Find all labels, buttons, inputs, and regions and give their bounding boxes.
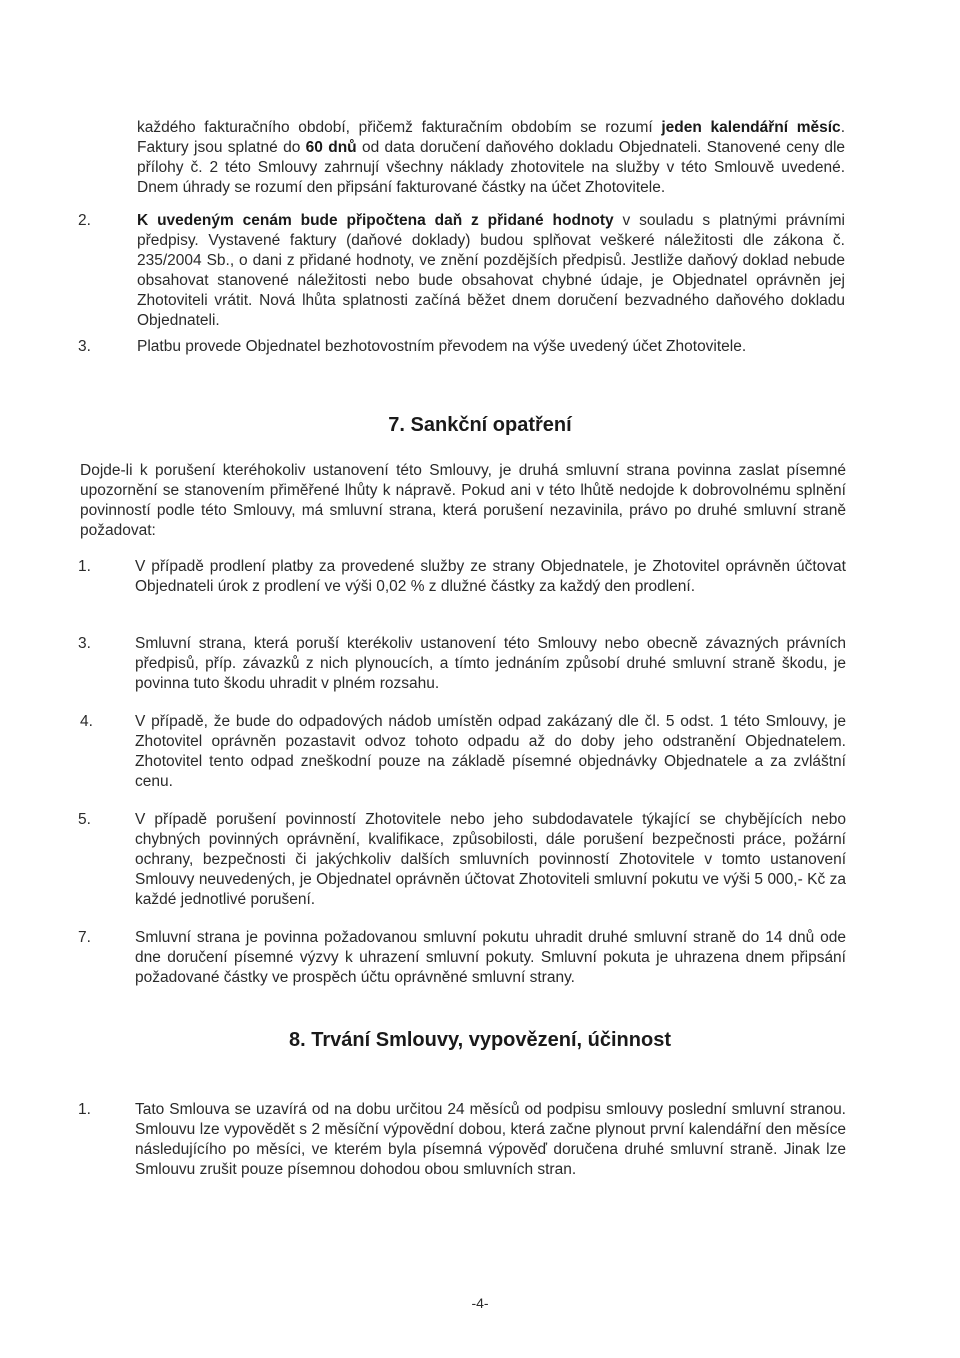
section-8-heading: 8. Trvání Smlouvy, vypovězení, účinnost [289, 1029, 671, 1051]
payment-method-paragraph: Platbu provede Objednatel bezhotovostním převodem na výše uvedený účet Zhotovitele. [137, 338, 747, 355]
item-number: 4. [80, 713, 93, 730]
item-number: 7. [78, 929, 91, 946]
item-number: 3. [78, 338, 91, 355]
billing-period-emphasis: jeden kalendářní měsíc [661, 119, 841, 136]
item-number: 5. [78, 811, 91, 828]
damages-item: Smluvní strana, která poruší kterékoliv ustanovení této Smlouvy nebo obecně závazných právních předpisů, příp. závazků z nich plynoucích, a tímto jednáním způsobí druhé smluvní straně škodu, je povinna tuto škodu uhradit v plném rozsahu. [135, 635, 846, 692]
prohibited-waste-item: V případě, že bude do odpadových nádob umístěn odpad zakázaný dle čl. 5 odst. 1 této Smlouvy, je Zhotovitel oprávněn pozastavit odvoz tohoto odpadu až do doby jeho odstranění Objednatelem. Zhotovitel tento odpad zneškodní pouze na základě písemné objednávky Objednatele a za zvláštní cenu. [135, 713, 846, 790]
late-payment-item: V případě prodlení platby za provedené služby ze strany Objednatele, je Zhotovitel oprávněn účtovat Objednateli úrok z prodlení ve výši 0,02 % z dlužné částky za každý den prodlení. [135, 558, 846, 595]
item-number: 3. [78, 635, 91, 652]
due-days-emphasis: 60 dnů [305, 139, 357, 156]
section-7-intro: Dojde-li k porušení kteréhokoliv ustanovení této Smlouvy, je druhá smluvní strana povinna zaslat písemné upozornění se stanovením přiměřené lhůty k nápravě. Pokud ani v této lhůtě nedojde k dobrovolnému splnění povinností podle této Smlouvy, má smluvní strana, která porušení nezavinila, právo po druhé smluvní straně požadovat: [80, 462, 846, 539]
payment-terms-paragraph: každého fakturačního období, přičemž fakturačním obdobím se rozumí jeden kalendářní měsíc. Faktury jsou splatné do 60 dnů od data doručení daňového dokladu Objednateli. Stanovené ceny dle přílohy č. 2 této Smlouvy zahrnují všechny náklady zhotovitele na služby v této Smlouvě uvedené. Dnem úhrady se rozumí den připsání fakturované částky na účet Zhotovitele. [137, 119, 846, 196]
contractor-breach-item: V případě porušení povinností Zhotovitele nebo jeho subdodavatele týkající se chybějících nebo chybných povinných oprávnění, kvalifikace, způsobilosti, dále porušení bezpečnosti práce, požární ochrany, bezpečnosti či jakýchkoliv dalších smluvních povinností Zhotovitele v tomto ustanovení Smlouvy neuvedených, je Objednatel oprávněn účtovat Zhotoviteli smluvní pokutu ve výši 5 000,- Kč za každé jednotlivé porušení. [135, 811, 846, 908]
section-7-heading: 7. Sankční opatření [388, 414, 572, 436]
page-number: -4- [471, 1295, 489, 1311]
vat-emphasis: K uvedeným cenám bude připočtena daň z přidané hodnoty [137, 212, 614, 229]
penalty-payment-item: Smluvní strana je povinna požadovanou smluvní pokutu uhradit druhé smluvní straně do 14 dnů ode dne doručení písemné výzvy k uhrazení smluvní pokuty. Smluvní pokuta je uhrazena dnem připsání požadované částky ve prospěch účtu oprávněné smluvní strany. [135, 929, 846, 986]
item-number: 2. [78, 212, 91, 229]
item-number: 1. [78, 1101, 91, 1118]
item-number: 1. [78, 558, 91, 575]
duration-item: Tato Smlouva se uzavírá od na dobu určitou 24 měsíců od podpisu smlouvy poslední smluvní stranou. Smlouvu lze vypovědět s 2 měsíční výpovědní dobou, která začne plynout první kalendářní den měsíce následujícího po měsíci, ve kterém byla písemná výpověď doručena druhé smluvní straně. Jinak lze Smlouvu zrušit pouze písemnou dohodou obou smluvních stran. [135, 1101, 846, 1178]
vat-paragraph: K uvedeným cenám bude připočtena daň z přidané hodnoty v souladu s platnými právními předpisy. Vystavené faktury (daňové doklady) budou splňovat veškeré náležitosti dle zákona č. 235/2004 Sb., o dani z přidané hodnoty, ve znění pozdějších předpisů. Jestliže daňový doklad nebude obsahovat stanovené náležitosti nebo bude obsahovat chybné údaje, je Objednatel oprávněn jej Zhotoviteli vrátit. Nová lhůta splatnosti začíná běžet dnem doručení bezvadného daňového dokladu Objednateli. [137, 212, 846, 329]
